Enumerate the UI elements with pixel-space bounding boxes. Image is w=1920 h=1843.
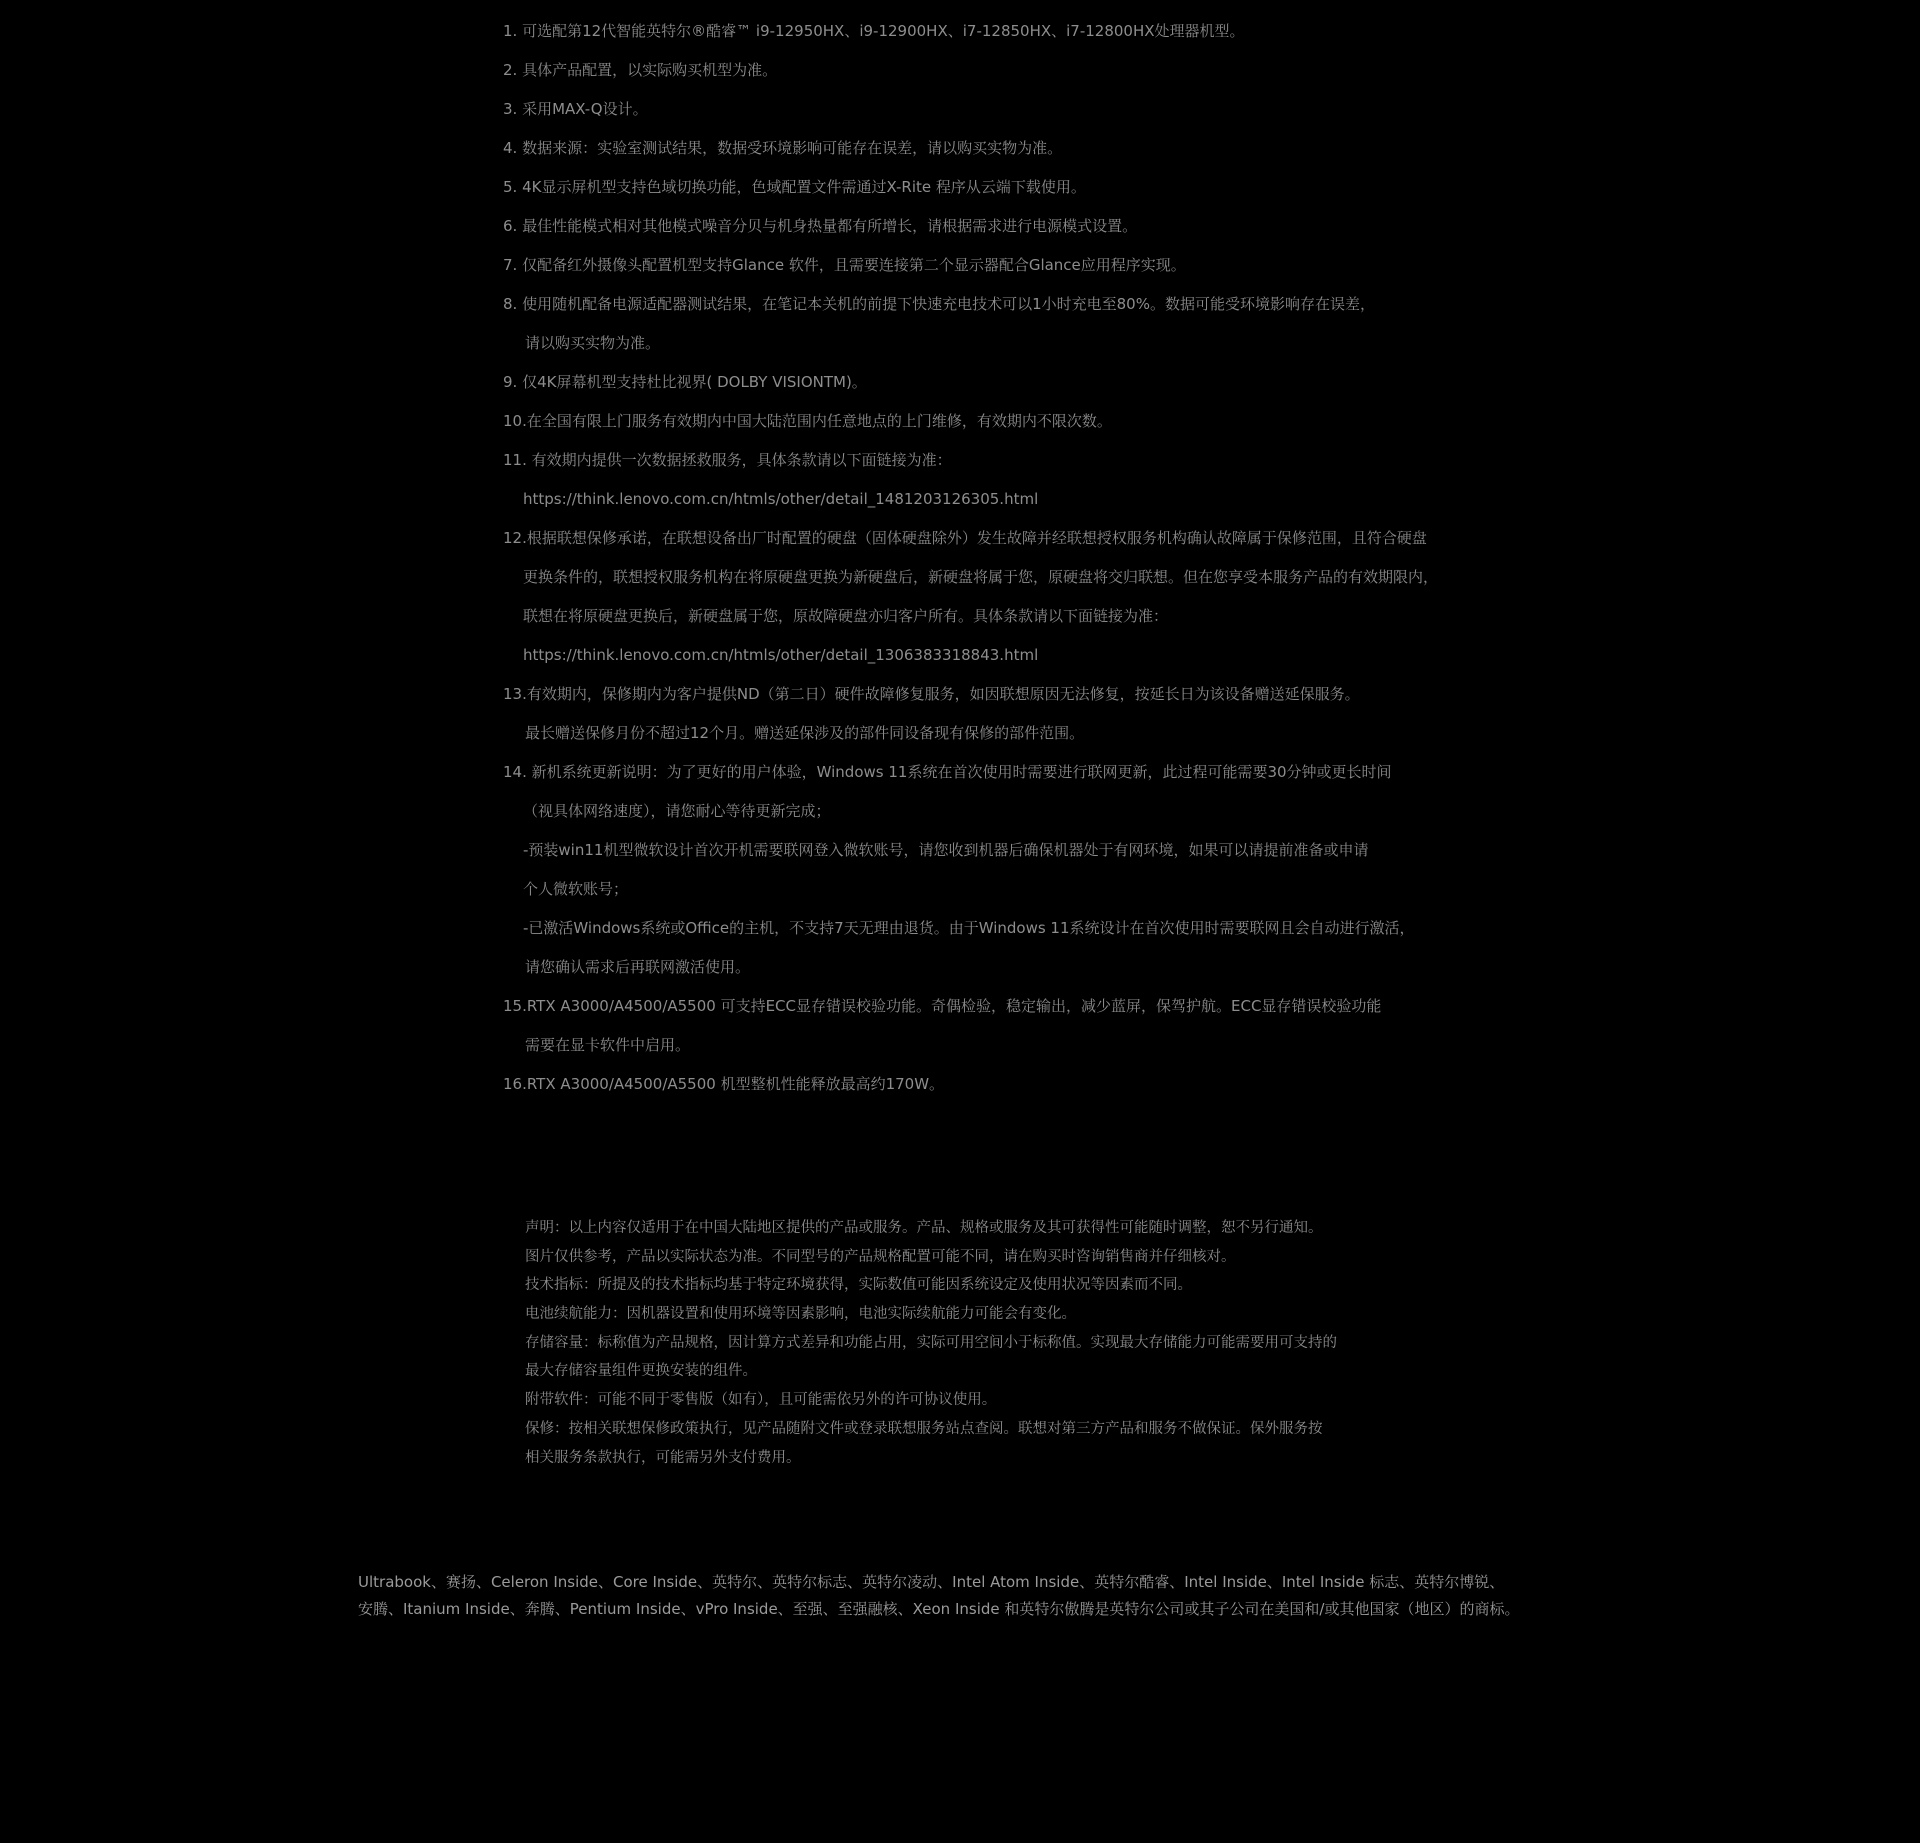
- disclaimer-line: 技术指标：所提及的技术指标均基于特定环境获得，实际数值可能因系统设定及使用状况等因素而不同。: [525, 1277, 1192, 1294]
- footnote-line: -预装win11机型微软设计首次开机需要联网登入微软账号，请您收到机器后确保机器处于有网环境，如果可以请提前准备或申请: [523, 841, 1369, 859]
- footnote-line: 5. 4K显示屏机型支持色域切换功能，色域配置文件需通过X-Rite 程序从云端下载使用。: [503, 178, 1086, 196]
- trademark-line: Ultrabook、赛扬、Celeron Inside、Core Inside、英特尔、英特尔标志、英特尔凌动、Intel Atom Inside、英特尔酷睿、Intel Inside、Intel Inside 标志、英特尔博锐、: [358, 1573, 1505, 1591]
- footnote-line: 8. 使用随机配备电源适配器测试结果，在笔记本关机的前提下快速充电技术可以1小时充电至80%。数据可能受环境影响存在误差，: [503, 295, 1375, 313]
- footnote-line: 10.在全国有限上门服务有效期内中国大陆范围内任意地点的上门维修，有效期内不限次数。: [503, 412, 1112, 430]
- disclaimer-line: 存储容量：标称值为产品规格，因计算方式差异和功能占用，实际可用空间小于标称值。实现最大存储能力可能需要用可支持的: [525, 1334, 1337, 1351]
- footnote-line: 联想在将原硬盘更换后，新硬盘属于您，原故障硬盘亦归客户所有。具体条款请以下面链接为准：: [523, 607, 1169, 625]
- footnote-line: 7. 仅配备红外摄像头配置机型支持Glance 软件，且需要连接第二个显示器配合Glance应用程序实现。: [503, 256, 1186, 274]
- footnote-line: 6. 最佳性能模式相对其他模式噪音分贝与机身热量都有所增长，请根据需求进行电源模式设置。: [503, 217, 1138, 235]
- trademark-line: 安腾、Itanium Inside、奔腾、Pentium Inside、vPro Inside、至强、至强融核、Xeon Inside 和英特尔傲腾是英特尔公司或其子公司在美国和/或其他国家（地区）的商标。: [358, 1600, 1520, 1618]
- footnotes-list: [503, 19, 1603, 1111]
- footnote-line: 12.根据联想保修承诺，在联想设备出厂时配置的硬盘（固体硬盘除外）发生故障并经联想授权服务机构确认故障属于保修范围，且符合硬盘: [503, 529, 1427, 547]
- trademark-notice: [358, 1570, 1608, 1624]
- footnote-line: 需要在显卡软件中启用。: [525, 1036, 691, 1054]
- footnote-line: 2. 具体产品配置，以实际购买机型为准。: [503, 61, 778, 79]
- disclaimer-line: 最大存储容量组件更换安装的组件。: [525, 1363, 757, 1380]
- footnote-line: 1. 可选配第12代智能英特尔®酷睿™ i9-12950HX、i9-12900HX、i7-12850HX、i7-12800HX处理器机型。: [503, 22, 1245, 40]
- footnote-link[interactable]: https://think.lenovo.com.cn/htmls/other/detail_1481203126305.html: [523, 490, 1039, 508]
- footnote-line: 15.RTX A3000/A4500/A5500 可支持ECC显存错误校验功能。奇偶检验，稳定输出，减少蓝屏，保驾护航。ECC显存错误校验功能: [503, 997, 1382, 1015]
- footnote-line: 最长赠送保修月份不超过12个月。赠送延保涉及的部件同设备现有保修的部件范围。: [525, 724, 1085, 742]
- footnote-line: 3. 采用MAX-Q设计。: [503, 100, 648, 118]
- disclaimer-line: 保修：按相关联想保修政策执行，见产品随附文件或登录联想服务站点查阅。联想对第三方产品和服务不做保证。保外服务按: [525, 1420, 1323, 1437]
- footnote-line: 请以购买实物为准。: [525, 334, 661, 352]
- disclaimer-line: 电池续航能力：因机器设置和使用环境等因素影响，电池实际续航能力可能会有变化。: [525, 1306, 1076, 1323]
- footnote-line: 9. 仅4K屏幕机型支持杜比视界( DOLBY VISIONTM)。: [503, 373, 867, 391]
- footnote-line: -已激活Windows系统或Office的主机，不支持7天无理由退货。由于Windows 11系统设计在首次使用时需要联网且会自动进行激活，: [523, 919, 1415, 937]
- footnote-line: 14. 新机系统更新说明：为了更好的用户体验，Windows 11系统在首次使用时需要进行联网更新，此过程可能需要30分钟或更长时间: [503, 763, 1392, 781]
- footnote-line: 13.有效期内，保修期内为客户提供ND（第二日）硬件故障修复服务，如因联想原因无法修复，按延长日为该设备赠送延保服务。: [503, 685, 1360, 703]
- disclaimer-line: 附带软件：可能不同于零售版（如有），且可能需依另外的许可协议使用。: [525, 1392, 997, 1409]
- footnote-line: 11. 有效期内提供一次数据拯救服务，具体条款请以下面链接为准：: [503, 451, 952, 469]
- disclaimer-line: 图片仅供参考，产品以实际状态为准。不同型号的产品规格配置可能不同，请在购买时咨询销售商并仔细核对。: [525, 1248, 1236, 1265]
- footnote-line: 更换条件的，联想授权服务机构在将原硬盘更换为新硬盘后，新硬盘将属于您，原硬盘将交归联想。但在您享受本服务产品的有效期限内，: [523, 568, 1439, 586]
- disclaimer-block: [525, 1216, 1525, 1474]
- disclaimer-line: 相关服务条款执行，可能需另外支付费用。: [525, 1449, 801, 1466]
- footnote-line: 4. 数据来源：实验室测试结果，数据受环境影响可能存在误差，请以购买实物为准。: [503, 139, 1063, 157]
- footnote-line: 个人微软账号；: [523, 880, 629, 898]
- footnote-line: （视具体网络速度），请您耐心等待更新完成；: [523, 802, 831, 820]
- footnote-line: 16.RTX A3000/A4500/A5500 机型整机性能释放最高约170W。: [503, 1075, 945, 1093]
- disclaimer-line: 声明：以上内容仅适用于在中国大陆地区提供的产品或服务。产品、规格或服务及其可获得性可能随时调整，恕不另行通知。: [525, 1220, 1323, 1236]
- footnote-link[interactable]: https://think.lenovo.com.cn/htmls/other/detail_1306383318843.html: [523, 646, 1039, 664]
- footnote-line: 请您确认需求后再联网激活使用。: [525, 958, 751, 976]
